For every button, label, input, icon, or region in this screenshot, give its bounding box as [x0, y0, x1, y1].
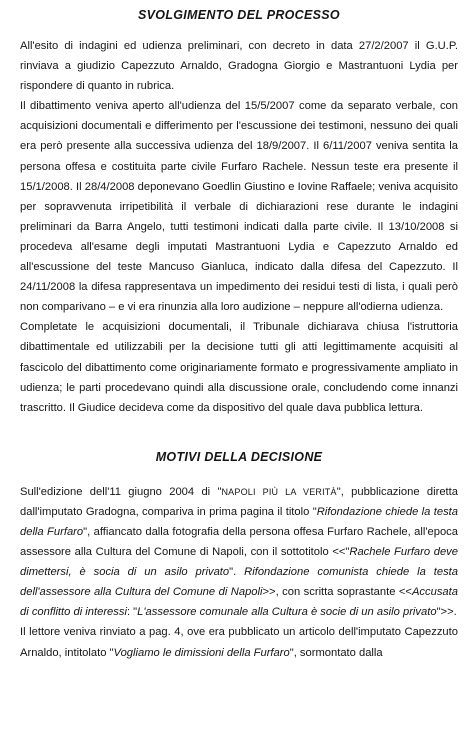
text-run: >>, con scritta soprastante << — [262, 586, 412, 599]
paragraph-rinvio-a-giudizio: All'esito di indagini ed udienza preliminari, con decreto in data 27/2/2007 il G.U.P. rinviava a giudizio Capezzuto Arnaldo, Gradogna Giorgio e Mastrantuoni Lydia per rispondere di quanto in rubrica. — [20, 40, 458, 93]
newspaper-name: NAPOLI PIÙ LA VERITÀ — [221, 486, 337, 497]
article-title: Rifondazione chiede la testa della Furfaro — [20, 505, 459, 538]
text-run: ", sormontato dalla — [289, 646, 383, 659]
text-run: ", affiancato dalla fotografia della persona offesa Furfaro Rachele, all'epoca assessore alla Cultura del Comune di Napoli, con il sottotitolo <<" — [20, 525, 458, 559]
text-run: Sull'edizione dell'11 giugno 2004 di " — [20, 485, 222, 498]
text-run: ">>. — [436, 606, 457, 619]
paragraph-chiusura-istruttoria: Completate le acquisizioni documentali, il Tribunale dichiarava chiusa l'istruttoria dibattimentale ed utilizzabili per la decisione tutti gli atti legittimamente acquisiti al fascicolo del dibattimento come originariamente formato e progressivamente ampliato in udienza; le parti procedevano quindi alla discussione orale, concludendo come innanzi trascritto. Il Giudice decideva come da dispositivo del quale dava pubblica lettura. — [20, 321, 458, 414]
article-subtitle-continued: Rifondazione comunista chiede la testa dell'assessore alla Cultura del Comune di Napoli — [20, 566, 459, 599]
text-run: Il lettore veniva rinviato a pag. 4, ove era pubblicato un articolo dell'imputato Capezzuto Arnaldo, intitolato " — [20, 626, 458, 659]
section-heading-svolgimento: SVOLGIMENTO DEL PROCESSO — [138, 8, 340, 22]
article-overline-quote: L'assessore comunale alla Cultura è socie di un asilo privato — [137, 606, 437, 619]
text-run: ", pubblicazione diretta dall'imputato Gradogna, compariva in prima pagina il titolo " — [20, 485, 458, 518]
text-run: : " — [126, 606, 138, 619]
paragraph-articolo-capezzuto — [20, 622, 458, 662]
section-heading-motivi: MOTIVI DELLA DECISIONE — [155, 449, 323, 464]
paragraph-edizione-giornale — [20, 482, 458, 623]
text-run: ". — [229, 566, 245, 579]
article-subtitle: Rachele Furfaro deve dimettersi, è socia di un asilo privato — [20, 546, 458, 579]
article-overline: Accusata di conflitto di interessi — [20, 586, 458, 619]
article-title-capezzuto: Vogliamo le dimissioni della Furfaro — [113, 646, 290, 659]
paragraph-dibattimento: Il dibattimento veniva aperto all'udienza del 15/5/2007 come da separato verbale, con acquisizioni documentali e differimento per l'escussione dei testimoni, nessuno dei quali era però presente alla successiva udienza del 18/9/2007. Il 6/11/2007 veniva sentita la persona offesa e costituita parte civile Furfaro Rachele. Nessun teste era presente il 15/1/2008. Il 28/4/2008 deponevano Goedlin Giustino e Iovine Raffaele; veniva acquisito per sopravvenuta irripetibilità il verbale di dichiarazioni rese durante le indagini preliminari da Barra Angelo, tutti testimoni indicati dalla parte civile. Il 13/10/2008 si procedeva all'esame degli imputati Mastrantuoni Lydia e Capezzuto Arnaldo ed all'escussione del teste Mancuso Gianluca, indicato dalla difesa del Capezzuto. Il 24/11/2008 la difesa rappresentava un impedimento dei residui testi di lista, i quali però non comparivano – e vi era rinunzia alla loro audizione – neppure all'odierna udienza. — [20, 100, 458, 314]
